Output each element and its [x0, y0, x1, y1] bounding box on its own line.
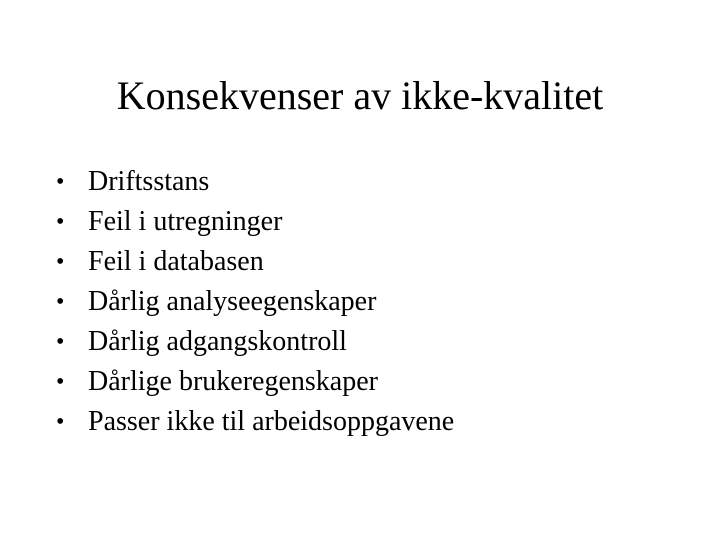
- bullet-text: Passer ikke til arbeidsoppgavene: [88, 406, 455, 437]
- bullet-text: Driftsstans: [88, 166, 210, 197]
- bullet-item: [56, 322, 454, 362]
- bullet-item: [56, 362, 454, 402]
- bullet-item: [56, 202, 454, 242]
- bullet-text: Dårlig analyseegenskaper: [88, 286, 377, 317]
- bullet-dot-icon: •: [56, 249, 65, 275]
- bullet-item: [56, 402, 454, 442]
- bullet-text: Dårlige brukeregenskaper: [88, 366, 378, 397]
- bullet-dot-icon: •: [56, 409, 65, 435]
- bullet-item: [56, 162, 454, 202]
- bullet-text: Feil i databasen: [88, 246, 264, 277]
- bullet-item: [56, 242, 454, 282]
- bullet-dot-icon: •: [56, 289, 65, 315]
- bullet-text: Feil i utregninger: [88, 206, 283, 237]
- slide-title: Konsekvenser av ikke-kvalitet: [116, 73, 604, 118]
- bullet-item: [56, 282, 454, 322]
- bullet-text: Dårlig adgangskontroll: [88, 326, 347, 357]
- bullet-dot-icon: •: [56, 169, 65, 195]
- bullet-dot-icon: •: [56, 369, 65, 395]
- bullet-list: [56, 162, 454, 442]
- bullet-dot-icon: •: [56, 209, 65, 235]
- bullet-dot-icon: •: [56, 329, 65, 355]
